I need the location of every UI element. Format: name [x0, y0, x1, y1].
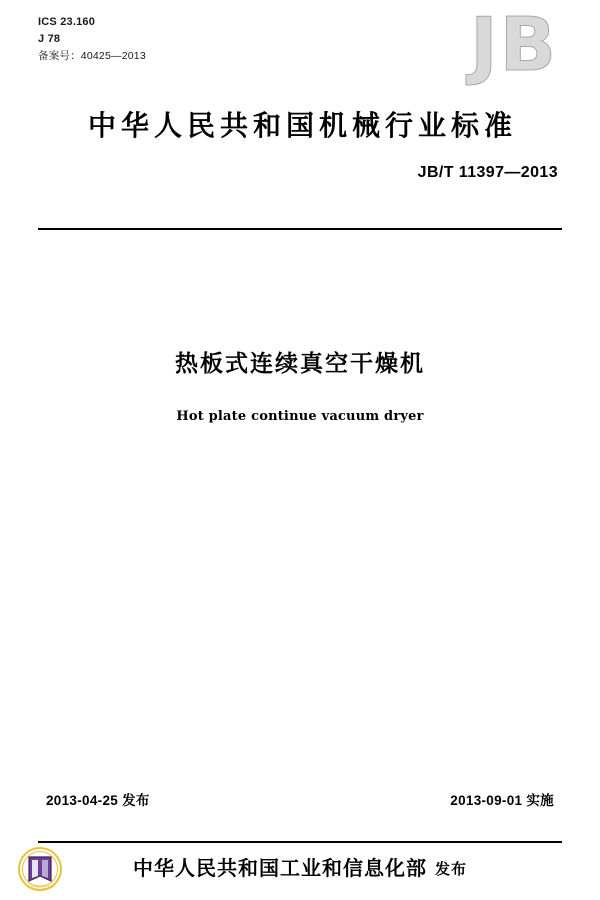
jb-logo-icon: JB [470, 2, 558, 88]
publisher-row [0, 852, 600, 881]
classification-block [38, 14, 146, 64]
divider-bottom [38, 841, 562, 843]
standard-number: JB/T 11397—2013 [417, 164, 558, 181]
publisher-name: 中华人民共和国工业和信息化部 [132, 856, 427, 880]
document-title-cn: 热板式连续真空干燥机 [175, 351, 425, 377]
effective-date: 2013-09-01 实施 [450, 793, 554, 808]
ics-code: ICS 23.160 [38, 16, 96, 28]
classification-code: J 78 [38, 33, 61, 46]
issue-date: 2013-04-25 发布 [46, 793, 150, 808]
series-title: 中华人民共和国机械行业标准 [87, 109, 517, 142]
divider-top [38, 228, 562, 230]
document-title-en: Hot plate continue vacuum dryer [176, 409, 424, 424]
publish-verb: 发布 [434, 860, 467, 878]
filing-number: 备案号：40425—2013 [38, 50, 146, 63]
svg-text:工业和信息化部: 工业和信息化部 [26, 884, 54, 889]
